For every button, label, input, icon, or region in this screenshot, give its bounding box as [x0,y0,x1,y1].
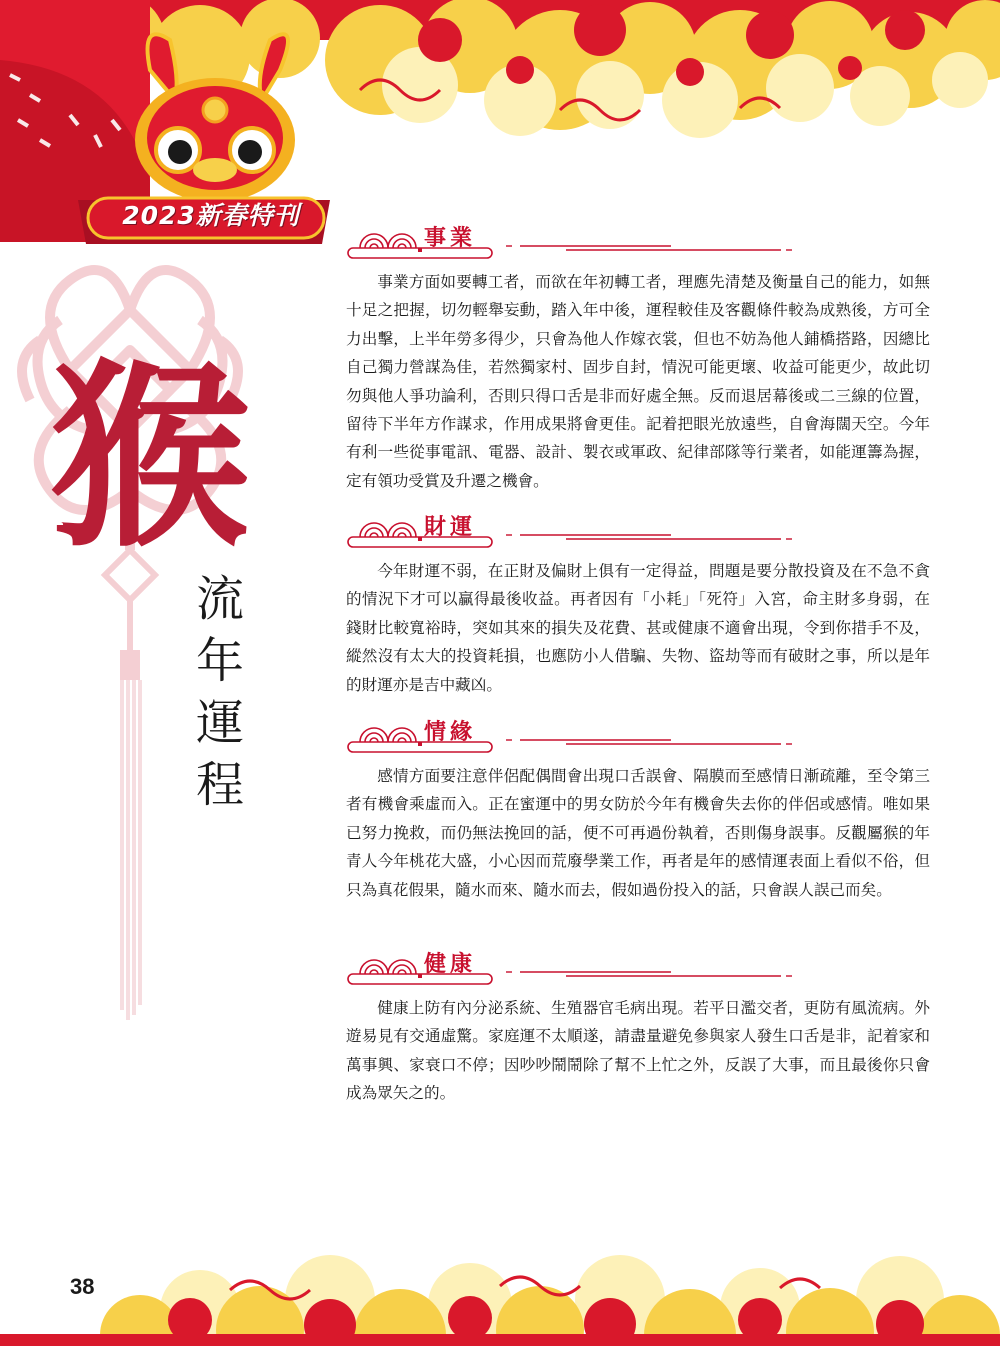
section-heading [346,952,930,986]
section-title: 財運 [424,515,477,540]
section-body: 今年財運不弱，在正財及偏財上俱有一定得益，問題是要分散投資及在不急不貪的情況下才可以贏得最後收益。再者因有「小耗」「死符」入宮，命主財多身弱，在錢財比較寬裕時，突如其來的損失及花費、甚或健康不適會出現，令到你措手不及，縱然沒有太大的投資耗損，也應防小人借騙、失物、盜劫等而有破財之事，所以是年的財運亦是吉中藏凶。 [346,562,930,694]
section-love [346,720,930,904]
section-heading [346,720,930,754]
heading-rule [506,952,806,986]
section-title: 情緣 [424,720,477,745]
section-heading [346,515,930,549]
page-number: 38 [70,1274,95,1299]
masthead-label: 2023新春特刊 [122,201,300,230]
heading-rule [506,226,806,260]
section-body: 健康上防有內分泌系統、生殖器官毛病出現。若平日濫交者，更防有風流病。外遊易見有交通虛驚。家庭運不太順遂，請盡量避免參與家人發生口舌是非，記着家和萬事興、家衰口不停；因吵吵鬧鬧除了幫不上忙之外，反誤了大事，而且最後你只會成為眾矢之的。 [346,999,930,1103]
section-title: 事業 [424,226,477,251]
zodiac-animal-character: 猴 [49,340,250,575]
bottom-cloud-border [0,1250,1000,1346]
vertical-title: 流年運程 [195,571,244,813]
heading-rule [506,720,806,754]
section-title: 健康 [424,952,477,977]
section-career [346,226,930,495]
section-health [346,952,930,1108]
section-wealth [346,515,930,699]
heading-rule [506,515,806,549]
section-heading [346,226,930,260]
section-body: 事業方面如要轉工者，而欲在年初轉工者，理應先清楚及衡量自己的能力，如無十足之把握，切勿輕舉妄動，踏入年中後，運程較佳及客觀條件較為成熟後，方可全力出擊，上半年勞多得少，只會為他人作嫁衣裳，但也不妨為他人鋪橋搭路，因總比自己獨力營謀為佳，若然獨家村、固步自封，情況可能更壞、收益可能更少，故此切勿與他人爭功論利，否則只得口舌是非而好處全無。反而退居幕後或二三線的位置，留待下半年方作謀求，作用成果將會更佳。記着把眼光放遠些，自會海闊天空。今年有利一些從事電訊、電器、設計、製衣或軍政、紀律部隊等行業者，如能運籌為握，定有領功受賞及升遷之機會。 [346,273,930,490]
section-body: 感情方面要注意伴侶配偶間會出現口舌誤會、隔膜而至感情日漸疏離，至令第三者有機會乘虛而入。正在蜜運中的男女防於今年有機會失去你的伴侶或感情。唯如果已努力挽救，而仍無法挽回的話，便不可再過份執着，否則傷身誤事。反觀屬猴的年青人今年桃花大盛，小心因而荒廢學業工作，再者是年的感情運表面上看似不俗，但只為真花假果，隨水而來、隨水而去，假如過份投入的話，只會誤人誤己而矣。 [346,767,930,899]
